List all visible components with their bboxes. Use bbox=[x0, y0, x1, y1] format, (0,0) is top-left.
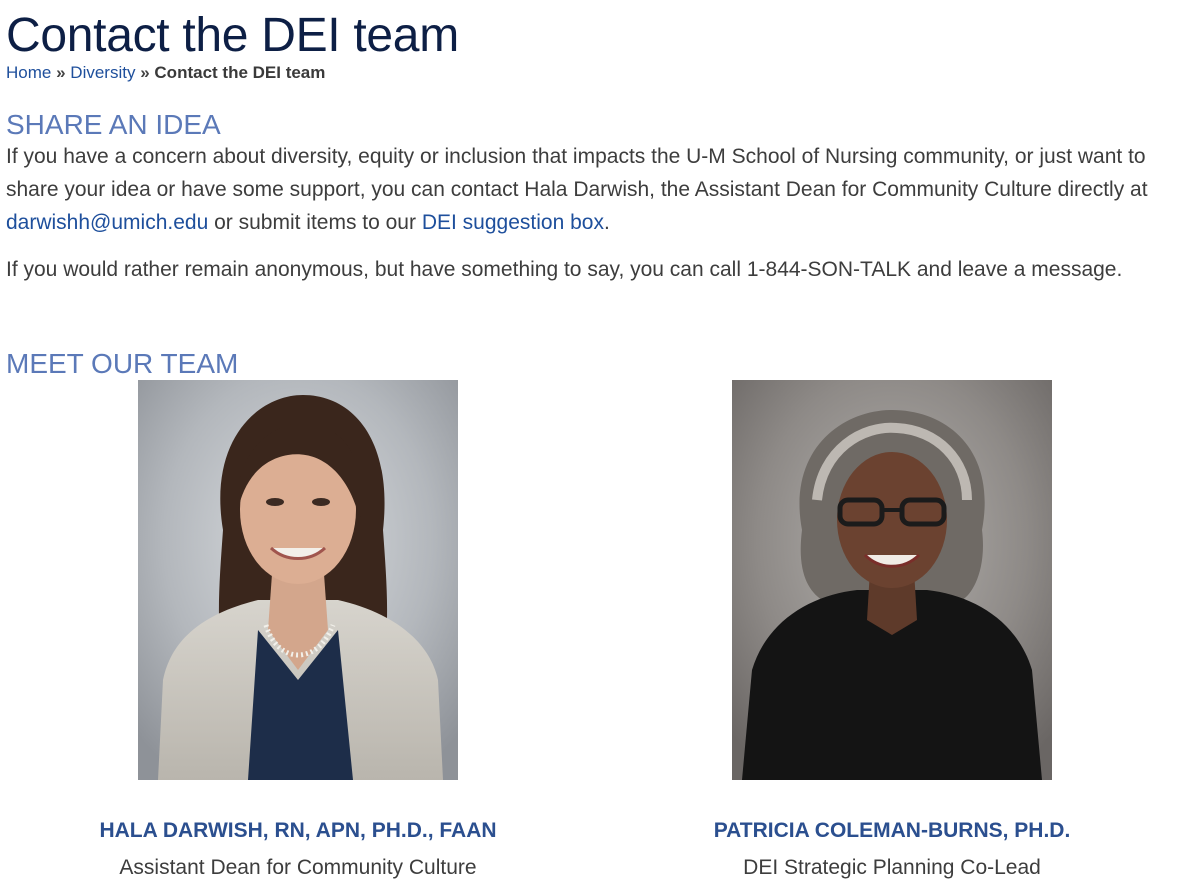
meet-team-heading: MEET OUR TEAM bbox=[6, 348, 239, 379]
team-member-role: DEI Strategic Planning Co-Lead bbox=[743, 856, 1041, 879]
breadcrumb-diversity-link[interactable]: Diversity bbox=[70, 63, 136, 82]
team-member-name: PATRICIA COLEMAN-BURNS, PH.D. bbox=[713, 819, 1071, 842]
paragraph-text: . bbox=[603, 211, 610, 234]
suggestion-box-link[interactable]: DEI suggestion box bbox=[421, 211, 604, 234]
breadcrumb-current: Contact the DEI team bbox=[154, 63, 326, 82]
paragraph-text: or submit items to our bbox=[208, 211, 422, 234]
team-member-role: Assistant Dean for Community Culture bbox=[119, 856, 477, 879]
breadcrumb-separator: » bbox=[140, 63, 150, 82]
team-member-photo bbox=[732, 380, 1052, 780]
email-link[interactable]: darwishh@umich.edu bbox=[6, 211, 209, 234]
portrait-image bbox=[732, 380, 1052, 780]
breadcrumb-home-link[interactable]: Home bbox=[6, 63, 52, 82]
page-title: Contact the DEI team bbox=[6, 9, 459, 62]
paragraph-text: If you have a concern about diversity, equity or inclusion that impacts the U-M School of Nursing community, or just want to share your idea or have some support, you can contact Hala Darwish, the Assistant Dean for Community Culture directly at bbox=[6, 145, 1148, 201]
share-idea-heading: SHARE AN IDEA bbox=[6, 109, 221, 140]
breadcrumb bbox=[6, 62, 325, 84]
portrait-image bbox=[138, 380, 458, 780]
breadcrumb-separator: » bbox=[56, 63, 66, 82]
team-member-name: HALA DARWISH, RN, APN, PH.D., FAAN bbox=[99, 819, 497, 842]
team-member-photo bbox=[138, 380, 458, 780]
anonymous-paragraph: If you would rather remain anonymous, but have something to say, you can call 1-844-SON-TALK and leave a message. bbox=[6, 258, 1123, 281]
share-idea-paragraph bbox=[6, 140, 1166, 239]
